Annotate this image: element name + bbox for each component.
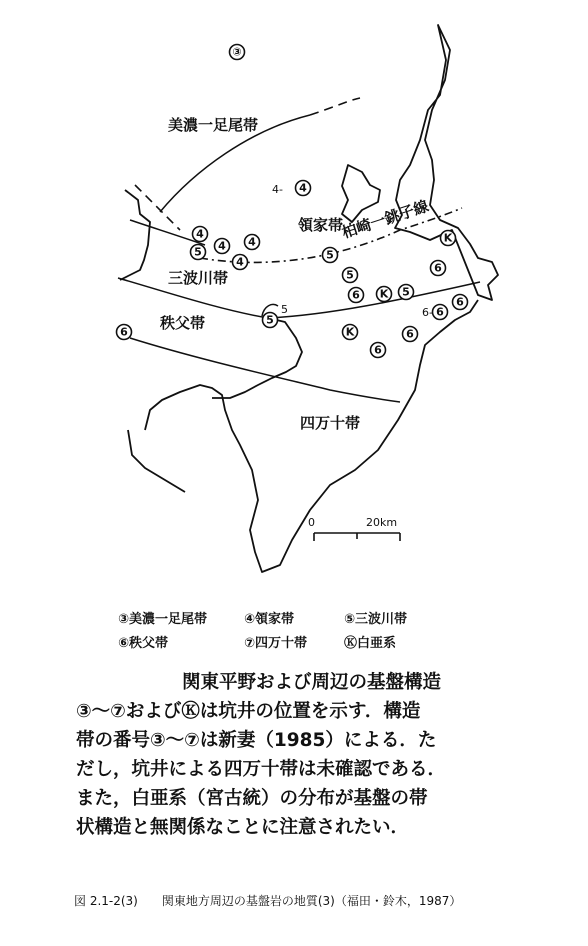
caption-line: 帯の番号③～⑦は新妻（1985）による．た (76, 730, 437, 751)
well-marker (215, 239, 230, 254)
west-coastline (212, 318, 302, 398)
chichibu-boundary (130, 338, 400, 402)
caption-line: また，白亜系（宮古統）の分布が基盤の帯 (76, 788, 428, 809)
well-side-label: 5 (281, 303, 288, 316)
well-marker-label: K (345, 325, 355, 339)
well-marker (431, 261, 446, 276)
svg-text:③: ③ (232, 45, 242, 59)
east-coastline (395, 25, 498, 300)
well-marker-label: 6 (436, 305, 444, 319)
legend-item-shimanto: ⑦四万十帯 (244, 636, 308, 651)
izu-coastline (120, 190, 150, 280)
scale-end: 20km (366, 516, 398, 529)
scale-zero: 0 (308, 516, 315, 529)
well-marker (349, 288, 364, 303)
well-marker-label: 5 (266, 313, 274, 327)
zone-label-chichibu: 秩父帯 (160, 314, 206, 332)
legend-item-ryoke: ④領家帯 (244, 612, 295, 627)
well-marker (191, 245, 206, 260)
well-marker-label: 5 (326, 248, 334, 262)
well-marker (233, 255, 248, 270)
well-marker (403, 327, 418, 342)
zone-label-ryoke: 領家帯 (298, 216, 344, 234)
well-marker-label: 6 (374, 343, 382, 357)
boso-coastline (145, 300, 478, 572)
legend-item-cretaceous: Ⓚ白亜系 (344, 636, 397, 651)
scale-bar (308, 516, 400, 541)
well-marker (343, 268, 358, 283)
well-marker-label: 4 (218, 239, 226, 253)
well-marker-label: 5 (194, 245, 202, 259)
well-marker (433, 305, 448, 320)
well-marker-label: 6 (434, 261, 442, 275)
well-marker (399, 285, 414, 300)
well-marker-label: 5 (346, 268, 354, 282)
well-marker (441, 231, 456, 246)
well-marker-label: 6 (120, 325, 128, 339)
figure-caption (76, 668, 544, 842)
zone-label-sambagawa: 三波川帯 (168, 269, 229, 287)
caption-line: 状構造と無関係なことに注意されたい． (76, 817, 410, 838)
well-marker-label: 5 (402, 285, 410, 299)
well-marker-label: 4 (196, 227, 204, 241)
caption-line: ③～⑦およびⓀは坑井の位置を示す．構造 (76, 701, 421, 722)
well-marker-label: 6 (456, 295, 464, 309)
well-marker (377, 287, 392, 302)
top-zone-marker (230, 45, 245, 60)
well-marker-label: K (443, 231, 453, 245)
zone-label-mino-ashio: 美濃一足尾帯 (168, 116, 259, 134)
mino-ashio-dashed-boundary (310, 98, 360, 115)
well-side-label: 6- (422, 306, 433, 319)
well-marker (453, 295, 468, 310)
well-marker-label: 4 (236, 255, 244, 269)
caption-title: 関東平野および周辺の基盤構造 (182, 672, 442, 693)
well-marker (245, 235, 260, 250)
well-marker (193, 227, 208, 242)
well-marker-label: 4 (299, 181, 307, 195)
well-marker-label: 6 (406, 327, 414, 341)
well-marker (323, 248, 338, 263)
well-side-label: 4- (272, 183, 283, 196)
well-marker (117, 325, 132, 340)
well-marker-label: 6 (352, 288, 360, 302)
well-marker-label: 4 (248, 235, 256, 249)
figure-number-label: 図 2.1-2(3) 関東地方周辺の基盤岩の地質(3)（福田・鈴木，1987） (74, 894, 462, 908)
well-marker (343, 325, 358, 340)
southwest-coastline (128, 430, 185, 492)
well-marker-label: K (379, 287, 389, 301)
fault-label-kashiwazaki-choshi: 柏崎一銚子線 (339, 196, 431, 242)
legend-item-sambagawa: ⑤三波川帯 (344, 612, 408, 627)
well-marker (371, 343, 386, 358)
legend-item-chichibu: ⑥秩父帯 (118, 636, 169, 651)
legend-item-mino-ashio: ③美濃一足尾帯 (118, 612, 208, 627)
well-marker (263, 313, 278, 328)
caption-line: だし，坑井による四万十帯は未確認である． (76, 759, 447, 780)
zone-label-shimanto: 四万十帯 (300, 414, 361, 432)
well-marker (296, 181, 311, 196)
